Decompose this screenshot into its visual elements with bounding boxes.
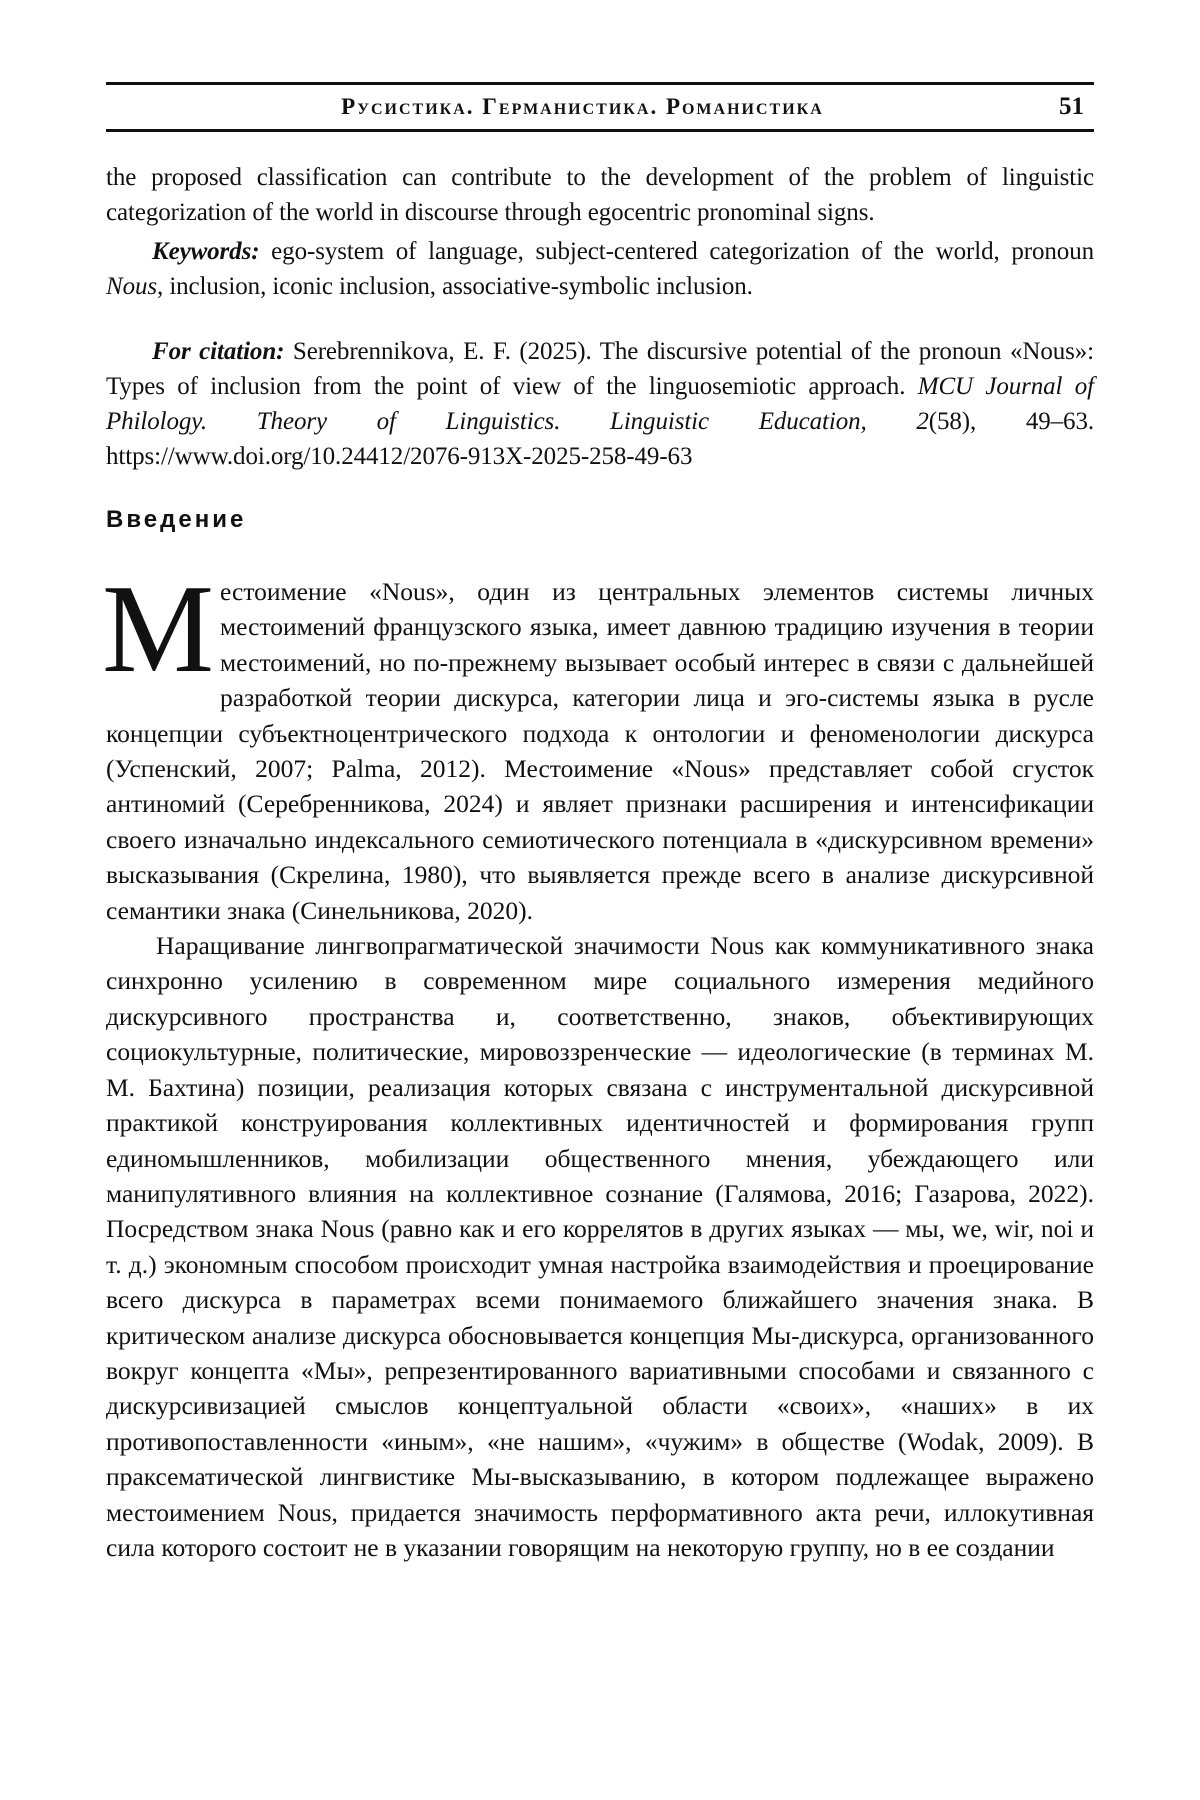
running-head [106,82,1094,132]
keywords [106,234,1094,304]
paragraph-1 [102,560,1094,928]
drop-cap: М [102,560,215,699]
paragraph-1-text: естоимение «Nous», один из центральных элементов системы личных местоимений французского языка, имеет давнюю традицию изучения в теории местоимений, но по-прежнему вызывает особый интерес в связи с дальнейшей разработкой теории дискурса, категории лица и эго-системы языка в русле концепции субъектноцентрического подхода к онтологии и феноменологии дискурса (Успенский, 2007; Palma, 2012). Местоимение «Nous» представляет собой сгусток антиномий (Серебренникова, 2024) и являет признаки расширения и интенсификации своего изначально индексального семиотического потенциала в «дискурсивном времени» высказывания (Скрелина, 1980), что выявляется прежде всего в анализе дискурсивной семантики знака (Синельникова, 2020). [106,577,1094,925]
citation [106,334,1094,474]
citation-doi: https://www.doi.org/10.24412/2076-913X-2025-258-49-63 [106,443,693,470]
abstract-block [106,160,1094,474]
keywords-label: Keywords: [152,238,260,265]
citation-journal: MCU Journal of Philology. Theory of Linguistics. Linguistic Education, 2 [106,373,1095,435]
body-text [102,560,1094,1565]
paragraph-2: Наращивание лингвопрагматической значимости Nous как коммуникативного знака синхронно усилению в современном мире социального измерения медийного дискурсивного пространства и, соответственно, знаков, объективирующих социокультурные, политические, мировоззренческие — идеологические (в терминах М. М. Бахтина) позиции, реализация которых связана с инструментальной дискурсивной практикой конструирования коллективных идентичностей и формирования групп единомышленников, мобилизации общественного мнения, убеждающего или манипулятивного влияния на коллективное сознание (Галямова, 2016; Газарова, 2022). Посредством знака Nous (равно как и его коррелятов в других языках — мы, we, wir, noi и т. д.) экономным способом происходит умная настройка взаимодействия и проецирование всего дискурса в параметрах всеми понимаемого ближайшего значения знака. В критическом анализе дискурса обосновывается концепция Мы-дискурса, организованного вокруг концепта «Мы», репрезентированного вариативными способами и связанного с дискурсивизацией смыслов концептуальной области «своих», «наших» в их противопоставленности «иным», «не нашим», «чужим» в обществе (Wodak, 2009). В праксематической лингвистике Мы-высказыванию, в котором подлежащее выражено местоимением Nous, придается значимость перформативного акта речи, иллокутивная сила которого состоит не в указании говорящим на некоторую группу, но в ее создании [106,931,1094,1562]
journal-page [102,82,1095,1565]
citation-issue-pages: (58), 49–63. [928,408,1094,435]
page-number: 51 [1059,93,1084,120]
keywords-text-before: ego-system of language, subject-centered categorization of the world, pronoun [259,238,1094,265]
keywords-text-after: , inclusion, iconic inclusion, associative-symbolic inclusion. [157,273,753,300]
keywords-pronoun: Nous [106,273,158,300]
abstract-end: the proposed classification can contribute to the development of the problem of linguistic categorization of the world in discourse through egocentric pronominal signs. [106,164,1094,226]
section-heading: Введение [106,506,247,533]
running-head-title: Русистика. Германистика. Романистика [341,94,824,119]
citation-text: Serebrennikova, E. F. (2025). The discursive potential of the pronoun «Nous»: Types of inclusion from the point of view of the linguosemiotic approach. [106,338,1094,400]
citation-label: For citation: [152,338,285,365]
